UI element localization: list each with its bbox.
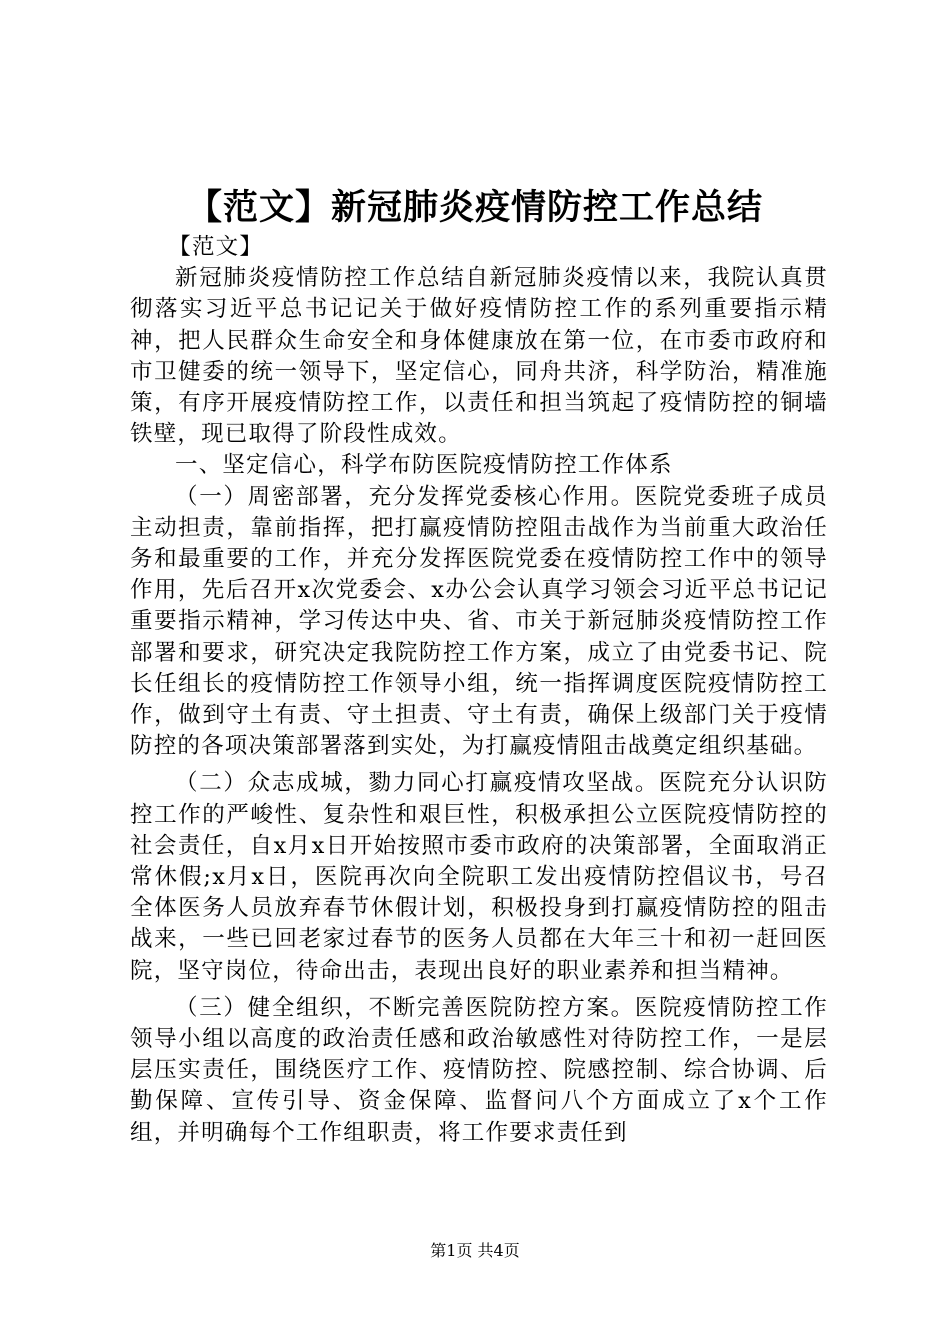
paragraph-item-3: （三）健全组织，不断完善医院防控方案。医院疫情防控工作领导小组以高度的政治责任感和政治敏感性对待防控工作，一是层层压实责任，围绕医疗工作、疫情防控、院感控制、综合协调、后勤保障、宣传引导、资金保障、监督问八个方面成立了x个工作组，并明确每个工作组职责，将工作要求责任到 [130, 994, 828, 1146]
paragraph-tag: 【范文】 [168, 234, 264, 260]
paragraph-intro: 新冠肺炎疫情防控工作总结自新冠肺炎疫情以来，我院认真贯彻落实习近平总书记记关于做好疫情防控工作的系列重要指示精神，把人民群众生命安全和身体健康放在第一位，在市委市政府和市卫健委的统一领导下，坚定信心，同舟共济，科学防治，精准施策，有序开展疫情防控工作，以责任和担当筑起了疫情防控的铜墙铁壁，现已取得了阶段性成效。 [130, 265, 828, 448]
paragraph-item-1: （一）周密部署，充分发挥党委核心作用。医院党委班子成员主动担责，靠前指挥，把打赢疫情防控阻击战作为当前重大政治任务和最重要的工作，并充分发挥医院党委在疫情防控工作中的领导作用，先后召开x次党委会、x办公会认真学习领会习近平总书记记重要指示精神，学习传达中央、省、市关于新冠肺炎疫情防控工作部署和要求，研究决定我院防控工作方案，成立了由党委书记、院长任组长的疫情防控工作领导小组，统一指挥调度医院疫情防控工作，做到守土有责、守土担责、守土有责，确保上级部门关于疫情防控的各项决策部署落到实处，为打赢疫情阻击战奠定组织基础。 [130, 483, 828, 760]
document-body [130, 232, 828, 1149]
section-heading: 一、坚定信心，科学布防医院疫情防控工作体系 [175, 452, 673, 479]
page-footer: 第1页 共4页 [430, 1241, 520, 1260]
paragraph-item-2: （二）众志成城，勠力同心打赢疫情攻坚战。医院充分认识防控工作的严峻性、复杂性和艰巨性，积极承担公立医院疫情防控的社会责任，自x月x日开始按照市委市政府的决策部署，全面取消正常休假;x月x日，医院再次向全院职工发出疫情防控倡议书，号召全体医务人员放弃春节休假计划，积极投身到打赢疫情防控的阻击战来，一些已回老家过春节的医务人员都在大年三十和初一赶回医院，坚守岗位，待命出击，表现出良好的职业素养和担当精神。 [130, 770, 828, 984]
document-title: 【范文】新冠肺炎疫情防控工作总结 [186, 187, 763, 228]
